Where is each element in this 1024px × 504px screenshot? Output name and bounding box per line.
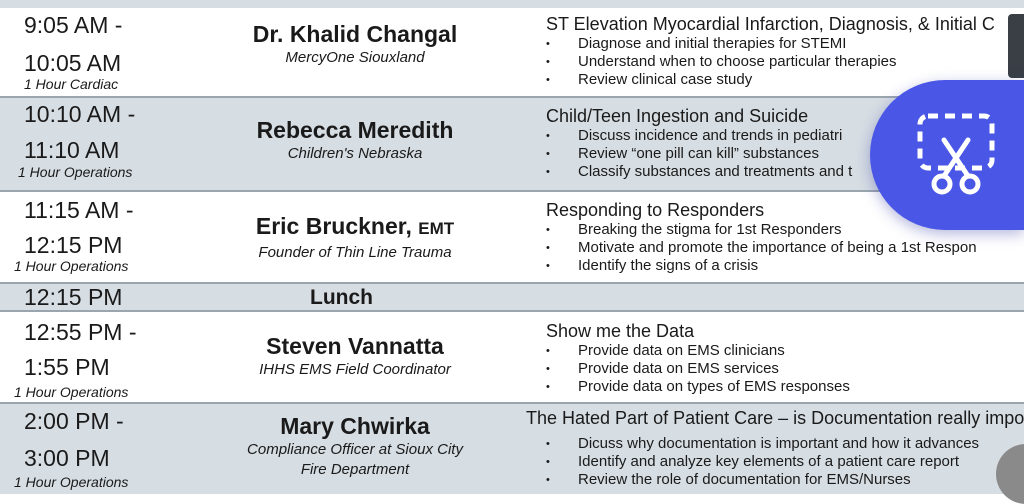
speaker-block [150,116,560,164]
topic-bullet: • Dicuss why documentation is important and how it advances [546,435,1006,453]
topic-bullet: • Motivate and promote the importance of being a 1st Respon [546,239,1024,257]
lunch-time: 12:15 PM [24,284,123,310]
session-row-1 [0,8,1024,96]
speaker-affiliation: Founder of Thin Line Trauma [258,244,452,261]
session-time-end: 3:00 PM [24,445,110,471]
topic-title: Show me the Data [546,321,695,341]
topic-bullets [546,342,1024,396]
speaker-block [150,412,560,480]
topic-bullet: • Discuss incidence and trends in pediatri [546,127,1024,145]
session-duration: 1 Hour Cardiac [24,76,119,92]
speaker-affiliation: IHHS EMS Field Coordinator [259,361,451,378]
window-edge [1008,14,1024,78]
session-row-5 [0,404,1024,494]
topic-bullet: • Classify substances and treatments and t [546,163,1024,181]
speaker-affiliation: MercyOne Siouxland [285,49,425,66]
screen-snip-scissors-icon [914,110,1004,200]
topic-bullet: • Understand when to choose particular therapies [546,53,1024,71]
topic-bullets [546,435,1006,489]
lunch-label: Lunch [310,286,373,309]
speaker-name: Eric Bruckner, EMT [255,213,455,239]
topic-bullet: • Identify and analyze key elements of a patient care report [546,453,1006,471]
topic-bullet: • Breaking the stigma for 1st Responders [546,221,1024,239]
topic-bullet: • Provide data on types of EMS responses [546,378,1024,396]
session-duration: 1 Hour Operations [14,384,129,400]
screen-snip-button[interactable] [870,80,1024,230]
speaker-affiliation: Fire Department [300,461,410,478]
session-topic [526,408,1024,489]
session-time-end: 1:55 PM [24,354,110,380]
session-row-4 [0,312,1024,402]
speaker-block [150,20,560,68]
topic-bullet: • Identify the signs of a crisis [546,257,1024,275]
session-time-start: 9:05 AM - [24,12,123,38]
topic-title: Child/Teen Ingestion and Suicide [546,106,809,126]
top-strip [0,0,1024,8]
speaker-affiliation: Children's Nebraska [287,145,423,162]
topic-title: ST Elevation Myocardial Infarction, Diagnosis, & Initial C [546,14,995,34]
topic-bullet: • Review the role of documentation for EMS/Nurses [546,471,1006,489]
speaker-name: Mary Chwirka [280,413,430,439]
topic-bullet: • Diagnose and initial therapies for STEMI [546,35,1024,53]
session-time-end: 10:05 AM [24,50,122,76]
session-time-end: 12:15 PM [24,232,123,258]
session-time-end: 11:10 AM [24,137,120,163]
speaker-affiliation: Compliance Officer at Sioux City [247,441,463,458]
session-time-start: 12:55 PM - [24,319,137,345]
speaker-block [150,212,560,263]
topic-bullet: • Provide data on EMS services [546,360,1024,378]
session-time-start: 10:10 AM - [24,101,136,127]
session-row-3 [0,192,1024,282]
session-time-start: 2:00 PM - [24,408,124,434]
session-duration: 1 Hour Operations [14,258,129,274]
topic-title: The Hated Part of Patient Care – is Documentation really impo [526,408,1024,428]
lunch-row [0,284,1024,310]
session-duration: 1 Hour Operations [14,474,129,490]
speaker-name: Dr. Khalid Changal [252,21,458,47]
topic-title: Responding to Responders [546,200,765,220]
session-duration: 1 Hour Operations [18,164,133,180]
session-topic [546,14,1024,89]
topic-bullet: • Review “one pill can kill” substances [546,145,1024,163]
session-time-start: 11:15 AM - [24,197,134,223]
topic-bullet: • Review clinical case study [546,71,1024,89]
topic-bullet: • Provide data on EMS clinicians [546,342,1024,360]
speaker-credential: EMT [418,219,455,238]
speaker-name: Rebecca Meredith [256,117,454,143]
speaker-name: Steven Vannatta [266,333,444,359]
session-topic [546,321,1024,396]
speaker-block [150,332,560,380]
